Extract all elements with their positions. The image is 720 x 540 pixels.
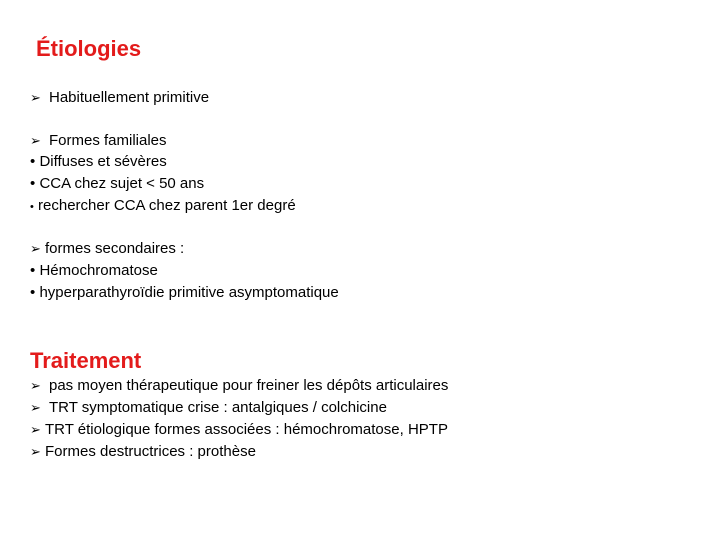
secondary-title-line [30, 239, 184, 259]
secondary-item-text: hyperparathyroïdie primitive asymptomatique [39, 284, 339, 301]
familial-item-text: CCA chez sujet < 50 ans [39, 175, 205, 192]
arrow-bullet-icon: ➢ [30, 422, 41, 437]
arrow-bullet-icon: ➢ [30, 133, 41, 148]
secondary-title: formes secondaires : [45, 240, 185, 257]
arrow-bullet-icon: ➢ [30, 444, 41, 459]
traitement-item [30, 420, 448, 440]
secondary-item [30, 261, 158, 281]
familial-item-text: rechercher CCA chez parent 1er degré [38, 197, 296, 214]
secondary-item [30, 283, 339, 303]
dot-bullet-icon: • [30, 262, 36, 279]
traitement-item-text: pas moyen thérapeutique pour freiner les dépôts articulaires [49, 377, 449, 394]
familial-item [30, 174, 204, 194]
traitement-item [30, 442, 256, 462]
primary-line [30, 88, 209, 108]
traitement-item-text: Formes destructrices : prothèse [45, 443, 256, 460]
traitement-item-text: TRT symptomatique crise : antalgiques / colchicine [49, 399, 387, 416]
traitement-item [30, 398, 387, 418]
dot-bullet-icon: • [30, 284, 36, 301]
arrow-bullet-icon: ➢ [30, 378, 41, 393]
traitement-title: Traitement [30, 348, 142, 373]
primary-text: Habituellement primitive [49, 89, 210, 106]
etiologies-title: Étiologies [36, 36, 142, 61]
dot-bullet-icon: • [30, 175, 36, 192]
familial-title-line [30, 131, 167, 151]
arrow-bullet-icon: ➢ [30, 90, 41, 105]
arrow-bullet-icon: ➢ [30, 241, 41, 256]
arrow-bullet-icon: ➢ [30, 400, 41, 415]
traitement-item [30, 376, 448, 396]
traitement-item-text: TRT étiologique formes associées : hémochromatose, HPTP [45, 421, 448, 438]
secondary-item-text: Hémochromatose [39, 262, 158, 279]
familial-item [30, 152, 167, 172]
dot-bullet-icon: • [30, 153, 36, 170]
familial-title: Formes familiales [49, 132, 167, 149]
familial-item-text: Diffuses et sévères [39, 153, 167, 170]
dot-bullet-icon: • [30, 201, 34, 213]
familial-item [30, 196, 296, 217]
